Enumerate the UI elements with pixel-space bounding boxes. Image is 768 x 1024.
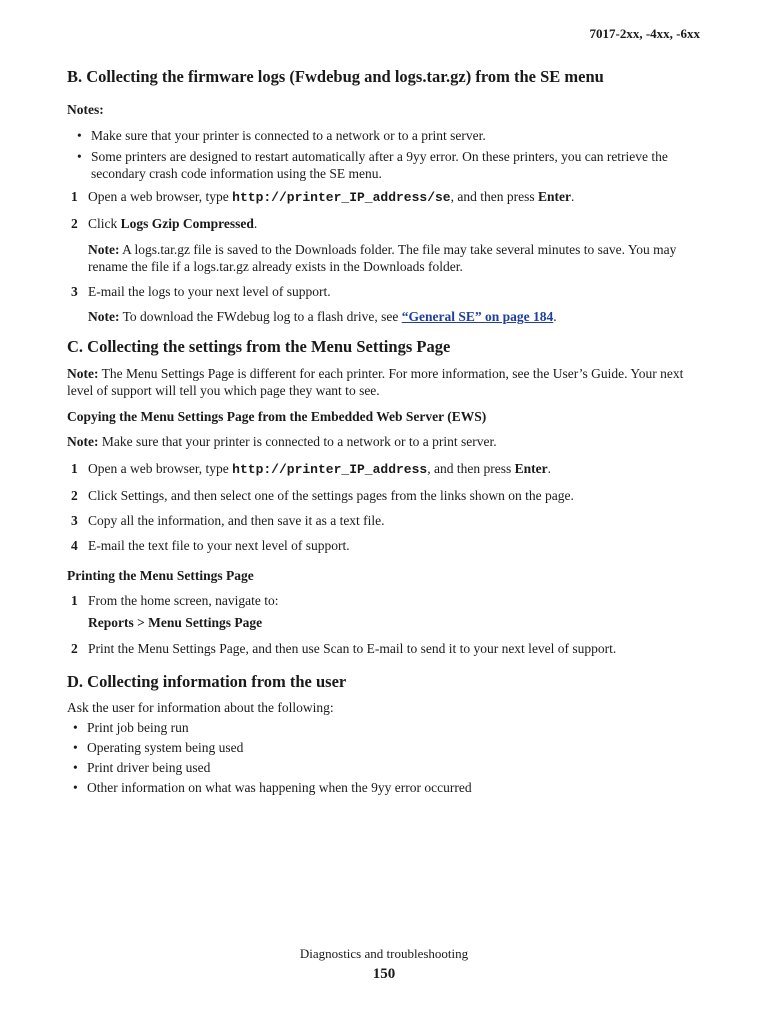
step-number: 3	[71, 284, 78, 299]
step-number: 1	[71, 189, 78, 204]
section-d-intro: Ask the user for information about the following:	[67, 700, 334, 715]
menu-path: Reports > Menu Settings Page	[88, 615, 263, 630]
section-d-title: D. Collecting information from the user	[67, 672, 347, 691]
list-item: • Operating system being used	[67, 739, 697, 756]
step-text: Open a web browser, type	[88, 461, 233, 476]
ews-subsection-title: Copying the Menu Settings Page from the Embedded Web Server (EWS)	[67, 409, 487, 424]
ews-step-4	[67, 537, 697, 554]
step-text: E-mail the logs to your next level of support.	[88, 284, 331, 299]
step-text: Click Settings, and then select one of the settings pages from the links shown on the page.	[88, 488, 574, 503]
page-number: 150	[372, 966, 396, 982]
step-number: 1	[71, 593, 78, 608]
footer-title: Diagnostics and troubleshooting	[299, 946, 469, 961]
enter-key-text: Enter	[514, 461, 548, 476]
note-label: Note:	[88, 309, 120, 324]
section-d-list	[67, 719, 697, 796]
section-b-title: B. Collecting the firmware logs (Fwdebug and logs.tar.gz) from the SE menu	[67, 67, 604, 86]
note-label: Note:	[67, 366, 99, 381]
note-text: A logs.tar.gz file is saved to the Downloads folder. The file may take several minutes to save. You may rename the file if a logs.tar.gz already exists in the Downloads folder.	[88, 242, 677, 274]
section-b-step-3	[67, 283, 697, 300]
note-label: Note:	[88, 242, 120, 257]
section-b-note-3	[67, 308, 697, 325]
step-text: E-mail the text file to your next level of support.	[88, 538, 350, 553]
note-text: .	[553, 309, 557, 324]
step-number: 2	[71, 488, 78, 503]
list-item: • Make sure that your printer is connected to a network or to a print server.	[67, 127, 697, 144]
step-text: Open a web browser, type	[88, 189, 233, 204]
note-text: Make sure that your printer is connected to a network or to a print server.	[98, 434, 497, 449]
note-label: Note:	[67, 434, 99, 449]
model-header: 7017-2xx, -4xx, -6xx	[589, 26, 700, 41]
menu-item-text: Logs Gzip Compressed	[120, 216, 254, 231]
step-text: From the home screen, navigate to:	[88, 593, 279, 608]
step-text: .	[570, 189, 575, 204]
note-text: The Menu Settings Page is different for each printer. For more information, see the User’s Guide. Your next level of support will tell you which page they want to see.	[67, 366, 684, 398]
step-number: 2	[71, 641, 78, 656]
ews-step-3	[67, 512, 697, 529]
step-text: .	[547, 461, 551, 476]
list-item: • Other information on what was happening when the 9yy error occurred	[67, 779, 697, 796]
section-b-step-1	[67, 188, 697, 206]
list-item: • Print job being run	[67, 719, 697, 736]
step-text: .	[253, 216, 258, 231]
step-text: Copy all the information, and then save it as a text file.	[88, 513, 385, 528]
printing-step-2	[67, 640, 697, 657]
printing-step-1	[67, 592, 697, 609]
step-text: Click	[88, 216, 121, 231]
list-item: • Print driver being used	[67, 759, 697, 776]
enter-key-text: Enter	[537, 189, 571, 204]
url-text: http://printer_IP_address	[232, 462, 428, 477]
list-item: • Some printers are designed to restart automatically after a 9yy error. On these printers, you can retrieve the secondary crash code information using the SE menu.	[67, 148, 697, 182]
section-b-notes-list	[67, 127, 697, 182]
step-text: , and then press	[427, 461, 515, 476]
url-text: http://printer_IP_address/se	[232, 190, 451, 205]
note-text: To download the FWdebug log to a flash drive, see	[119, 309, 402, 324]
printing-subsection-title: Printing the Menu Settings Page	[67, 568, 254, 583]
ews-note	[67, 433, 697, 450]
notes-label: Notes:	[67, 102, 104, 117]
section-b-note-2	[67, 241, 697, 275]
step-number: 3	[71, 513, 78, 528]
general-se-link[interactable]: “General SE” on page 184	[401, 309, 554, 324]
section-c-note	[67, 365, 697, 399]
ews-step-2	[67, 487, 697, 504]
page-content	[67, 66, 697, 796]
step-text: Print the Menu Settings Page, and then use Scan to E-mail to send it to your next level of support.	[88, 641, 617, 656]
step-text: , and then press	[450, 189, 538, 204]
step-number: 4	[71, 538, 78, 553]
step-number: 2	[71, 216, 78, 231]
section-b-step-2	[67, 215, 697, 232]
ews-step-1	[67, 460, 697, 478]
step-number: 1	[71, 461, 78, 476]
section-c-title: C. Collecting the settings from the Menu Settings Page	[67, 337, 451, 356]
